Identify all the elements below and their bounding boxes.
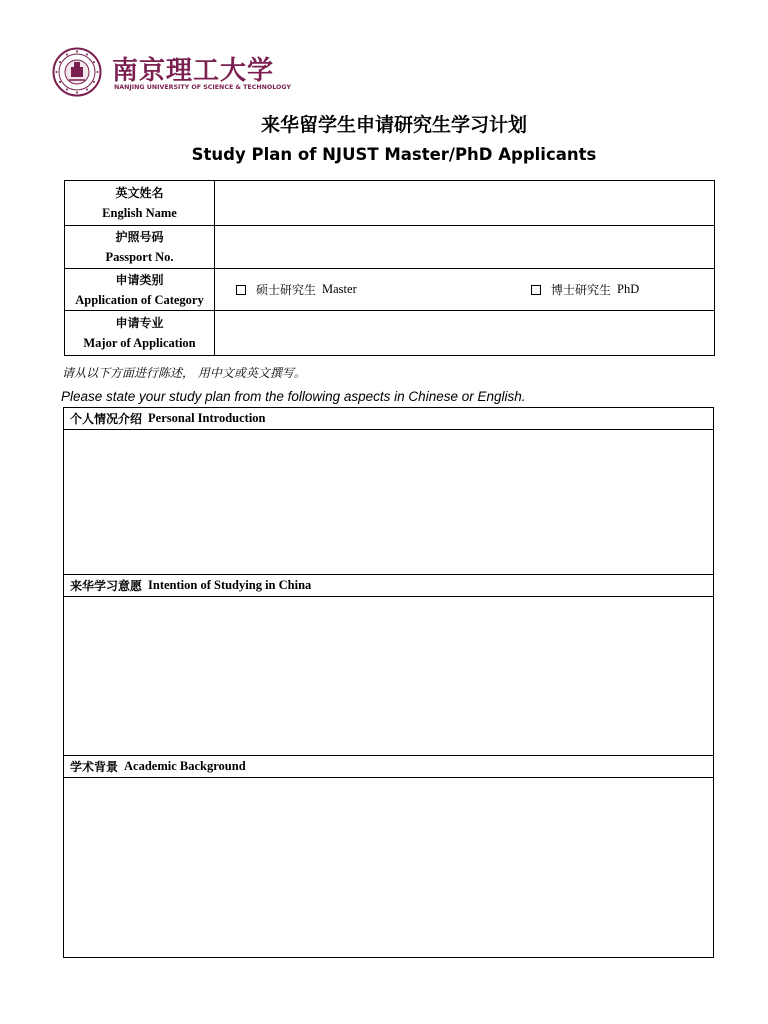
row-english-name <box>65 181 714 226</box>
page-title-cn: 来华留学生申请研究生学习计划 <box>260 114 527 136</box>
university-seal-icon <box>52 47 102 97</box>
major-field[interactable] <box>215 311 714 355</box>
row-major <box>65 311 714 355</box>
label-en: English Name <box>102 206 177 220</box>
passport-number-field[interactable] <box>215 226 714 268</box>
section-title-en: Intention of Studying in China <box>148 578 312 592</box>
section-title-en: Personal Introduction <box>148 411 266 425</box>
option-phd[interactable] <box>531 269 639 310</box>
instruction-cn: 请从以下方面进行陈述， 用中文或英文撰写。 <box>62 366 306 380</box>
row-passport <box>65 226 714 269</box>
label-category <box>65 269 215 310</box>
study-plan-table <box>63 407 714 958</box>
option-label-en: Master <box>322 282 357 296</box>
section-header-academic-background <box>64 756 713 778</box>
university-name-en: NANJING UNIVERSITY OF SCIENCE & TECHNOLOGY <box>114 84 291 91</box>
label-cn: 护照号码 <box>115 230 164 244</box>
section-title-en: Academic Background <box>124 759 246 773</box>
label-major <box>65 311 215 355</box>
section-header-personal-introduction <box>64 408 713 430</box>
master-checkbox[interactable] <box>236 285 246 295</box>
label-passport <box>65 226 215 268</box>
option-label-cn: 博士研究生 <box>551 283 612 297</box>
label-cn: 英文姓名 <box>115 186 164 200</box>
option-master[interactable] <box>236 269 357 310</box>
section-title-cn: 个人情况介绍 <box>70 412 143 426</box>
section-title-cn: 来华学习意愿 <box>70 579 143 593</box>
page-title-en: Study Plan of NJUST Master/PhD Applicants <box>191 145 597 164</box>
academic-background-field[interactable] <box>64 778 713 957</box>
label-cn: 申请专业 <box>115 316 164 330</box>
section-header-intention <box>64 575 713 597</box>
option-label-en: PhD <box>617 282 640 296</box>
personal-introduction-field[interactable] <box>64 430 713 575</box>
row-category <box>65 269 714 311</box>
english-name-field[interactable] <box>215 181 714 225</box>
label-en: Application of Category <box>75 292 204 307</box>
intention-field[interactable] <box>64 597 713 756</box>
label-en: Major of Application <box>83 336 196 350</box>
label-en: Passport No. <box>105 250 174 264</box>
option-label-cn: 硕士研究生 <box>256 283 317 297</box>
applicant-info-table <box>64 180 715 356</box>
phd-checkbox[interactable] <box>531 285 541 295</box>
label-cn: 申请类别 <box>115 272 164 287</box>
instruction-en: Please state your study plan from the following aspects in Chinese or English. <box>61 389 526 404</box>
category-options <box>215 269 714 310</box>
section-title-cn: 学术背景 <box>70 760 119 774</box>
university-name-cn: 南京理工大学 <box>112 56 275 86</box>
label-english-name <box>65 181 215 225</box>
